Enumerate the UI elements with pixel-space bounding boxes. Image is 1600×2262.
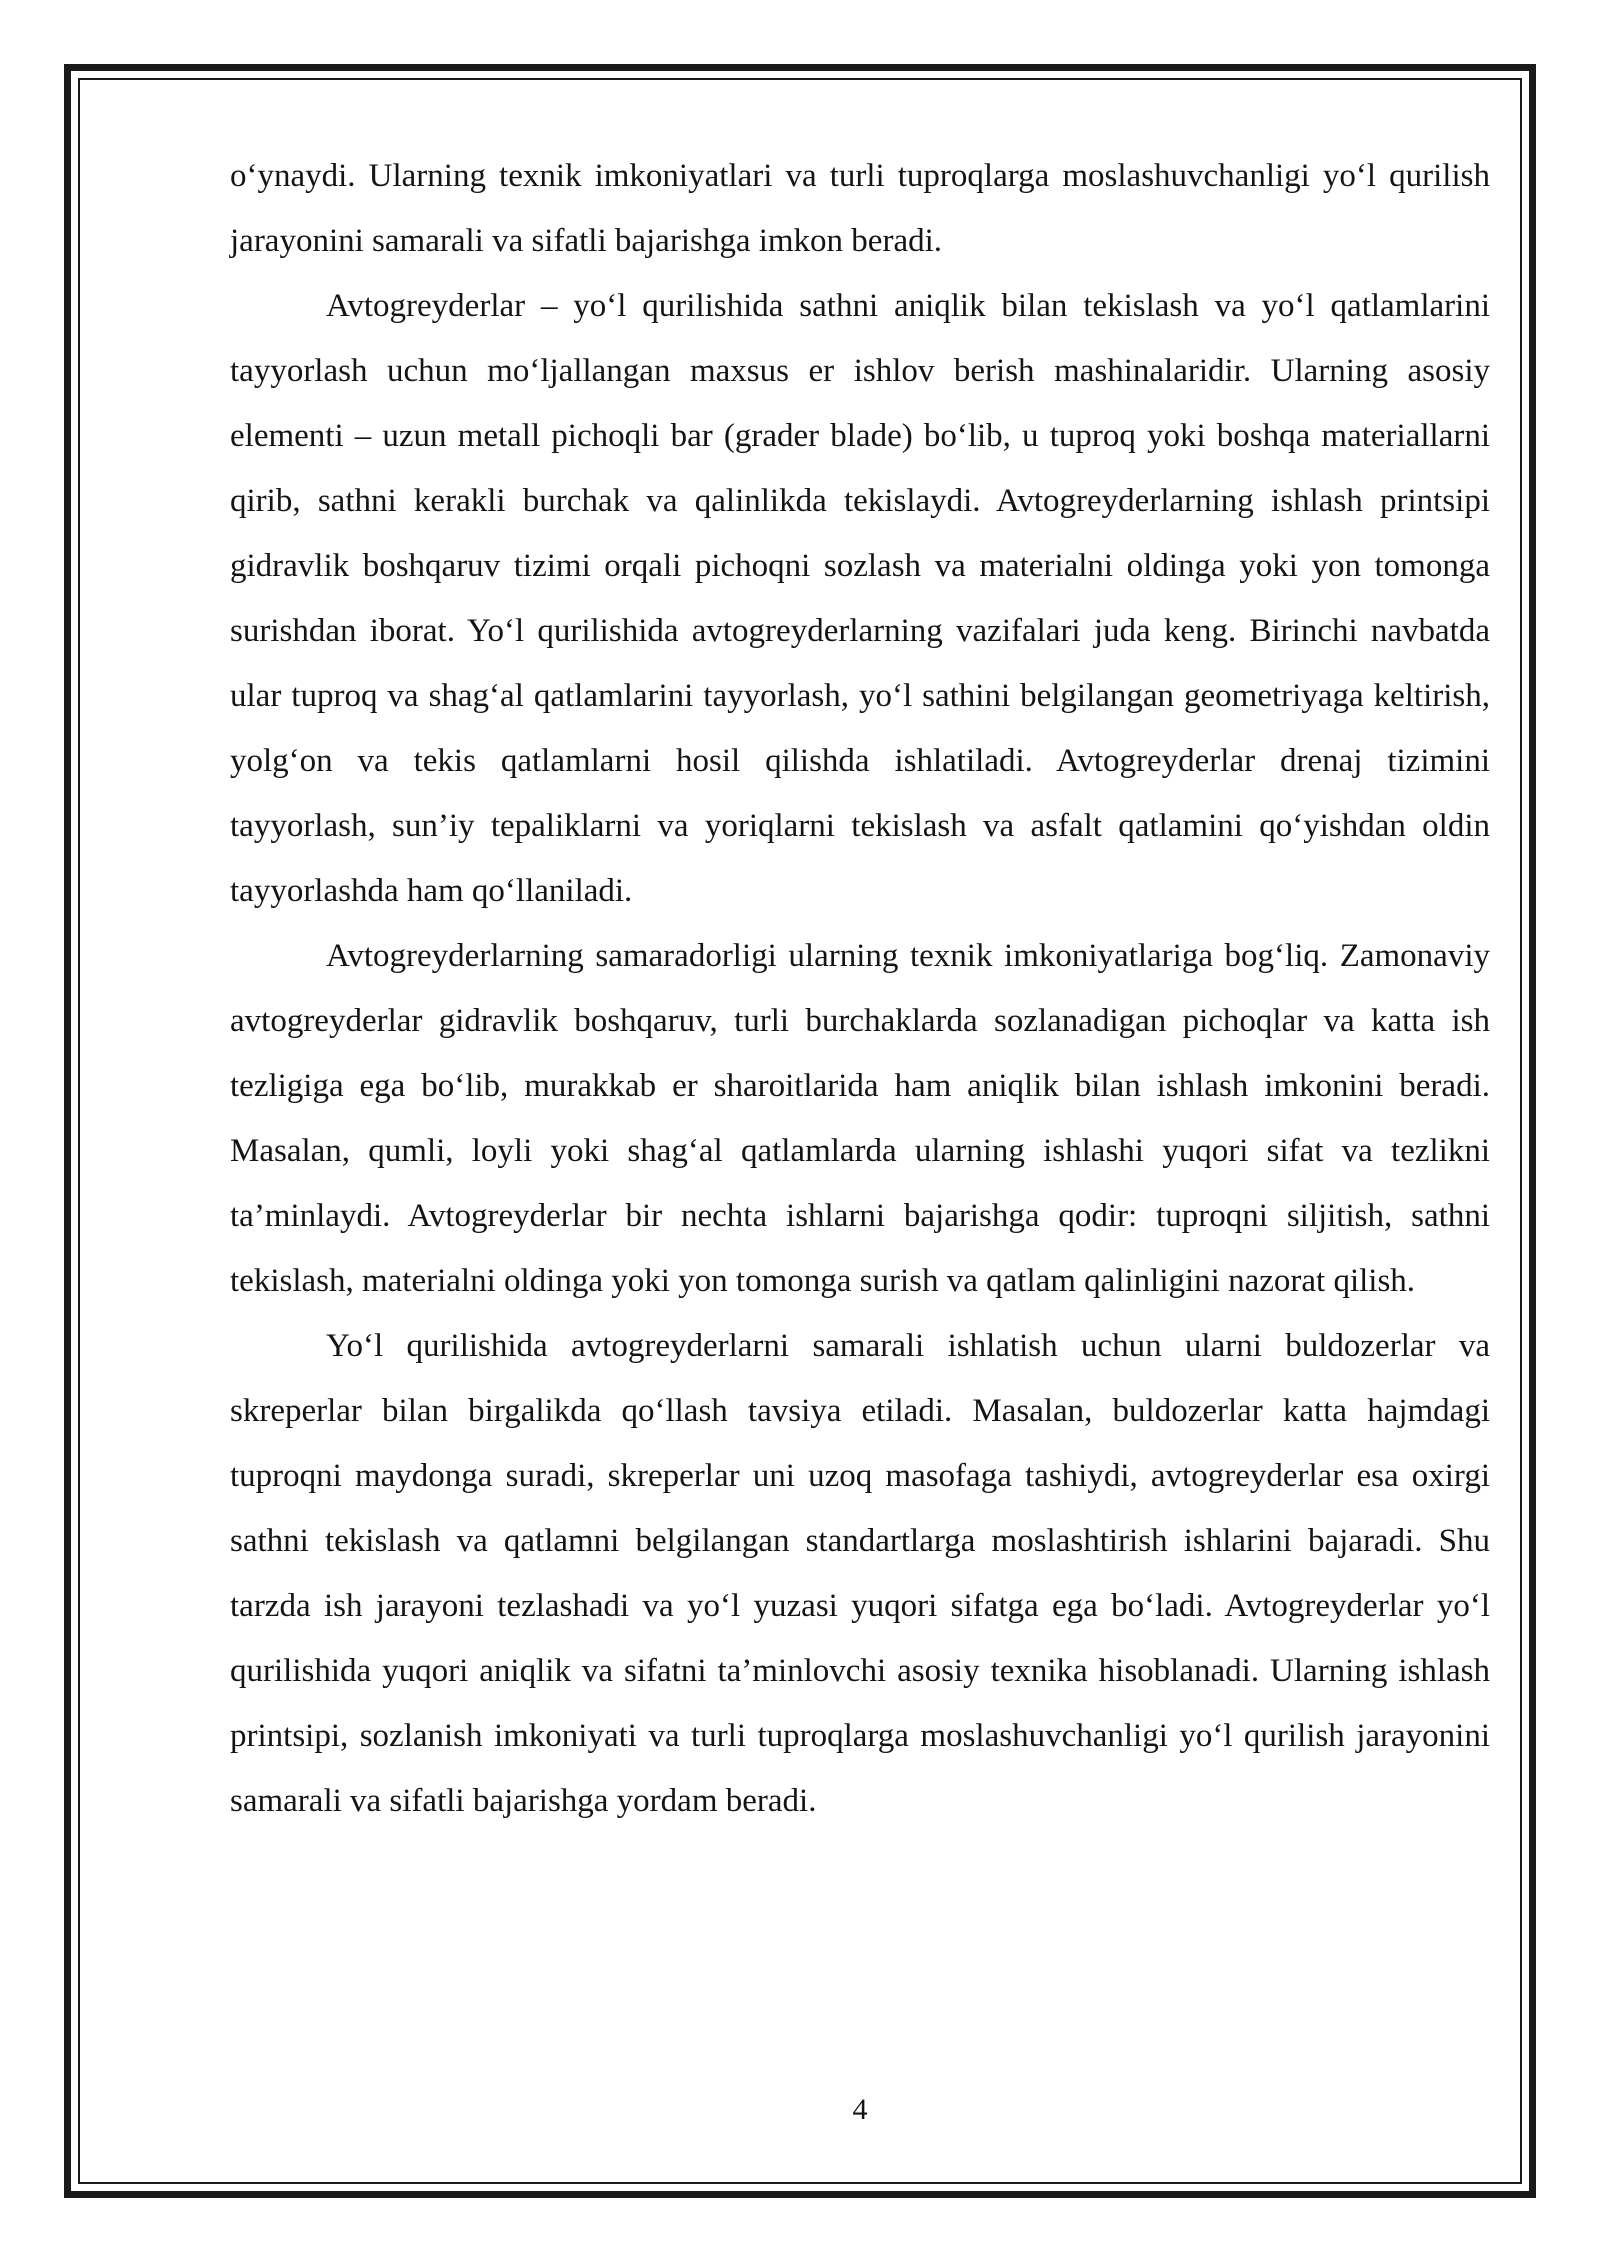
paragraph-avtogreyderlar-usage: Yo‘l qurilishida avtogreyderlarni samarali ishlatish uchun ularni buldozerlar va skreperlar bilan birgalikda qo‘llash tavsiya etiladi. Masalan, buldozerlar katta hajmdagi tuproqni maydonga suradi, skreperlar uni uzoq masofaga tashiydi, avtogreyderlar esa oxirgi sathni tekislash va qatlamni belgilangan standartlarga moslashtirish ishlarini bajaradi. Shu tarzda ish jarayoni tezlashadi va yo‘l yuzasi yuqori sifatga ega bo‘ladi. Avtogreyderlar yo‘l qurilishida yuqori aniqlik va sifatni ta’minlovchi asosiy texnika hisoblanadi. Ularning ishlash printsipi, sozlanish imkoniyati va turli tuproqlarga moslashuvchanligi yo‘l qurilish jarayonini samarali va sifatli bajarishga yordam beradi.	[230, 1328, 1490, 1819]
page-number: 4	[852, 2093, 868, 2126]
document-body	[230, 144, 1490, 1834]
paragraph-avtogreyderlar-efficiency: Avtogreyderlarning samaradorligi ularning texnik imkoniyatlariga bog‘liq. Zamonaviy avtogreyderlar gidravlik boshqaruv, turli burchaklarda sozlanadigan pichoqlar va katta ish tezligiga ega bo‘lib, murakkab er sharoitlarida ham aniqlik bilan ishlash imkonini beradi. Masalan, qumli, loyli yoki shag‘al qatlamlarda ularning ishlashi yuqori sifat va tezlikni ta’minlaydi. Avtogreyderlar bir nechta ishlarni bajarishga qodir: tuproqni siljitish, sathni tekislash, materialni oldinga yoki yon tomonga surish va qatlam qalinligini nazorat qilish.	[230, 938, 1490, 1299]
paragraph-avtogreyderlar-definition: Avtogreyderlar – yo‘l qurilishida sathni aniqlik bilan tekislash va yo‘l qatlamlarini tayyorlash uchun mo‘ljallangan maxsus er ishlov berish mashinalaridir. Ularning asosiy elementi – uzun metall pichoqli bar (grader blade) bo‘lib, u tuproq yoki boshqa materiallarni qirib, sathni kerakli burchak va qalinlikda tekislaydi. Avtogreyderlarning ishlash printsipi gidravlik boshqaruv tizimi orqali pichoqni sozlash va materialni oldinga yoki yon tomonga surishdan iborat. Yo‘l qurilishida avtogreyderlarning vazifalari juda keng. Birinchi navbatda ular tuproq va shag‘al qatlamlarini tayyorlash, yo‘l sathini belgilangan geometriyaga keltirish, yolg‘on va tekis qatlamlarni hosil qilishda ishlatiladi. Avtogreyderlar drenaj tizimini tayyorlash, sun’iy tepaliklarni va yoriqlarni tekislash va asfalt qatlamini qo‘yishdan oldin tayyorlashda ham qo‘llaniladi.	[230, 288, 1490, 909]
paragraph-continuation: o‘ynaydi. Ularning texnik imkoniyatlari va turli tuproqlarga moslashuvchanligi yo‘l qurilish jarayonini samarali va sifatli bajarishga imkon beradi.	[230, 158, 1490, 259]
